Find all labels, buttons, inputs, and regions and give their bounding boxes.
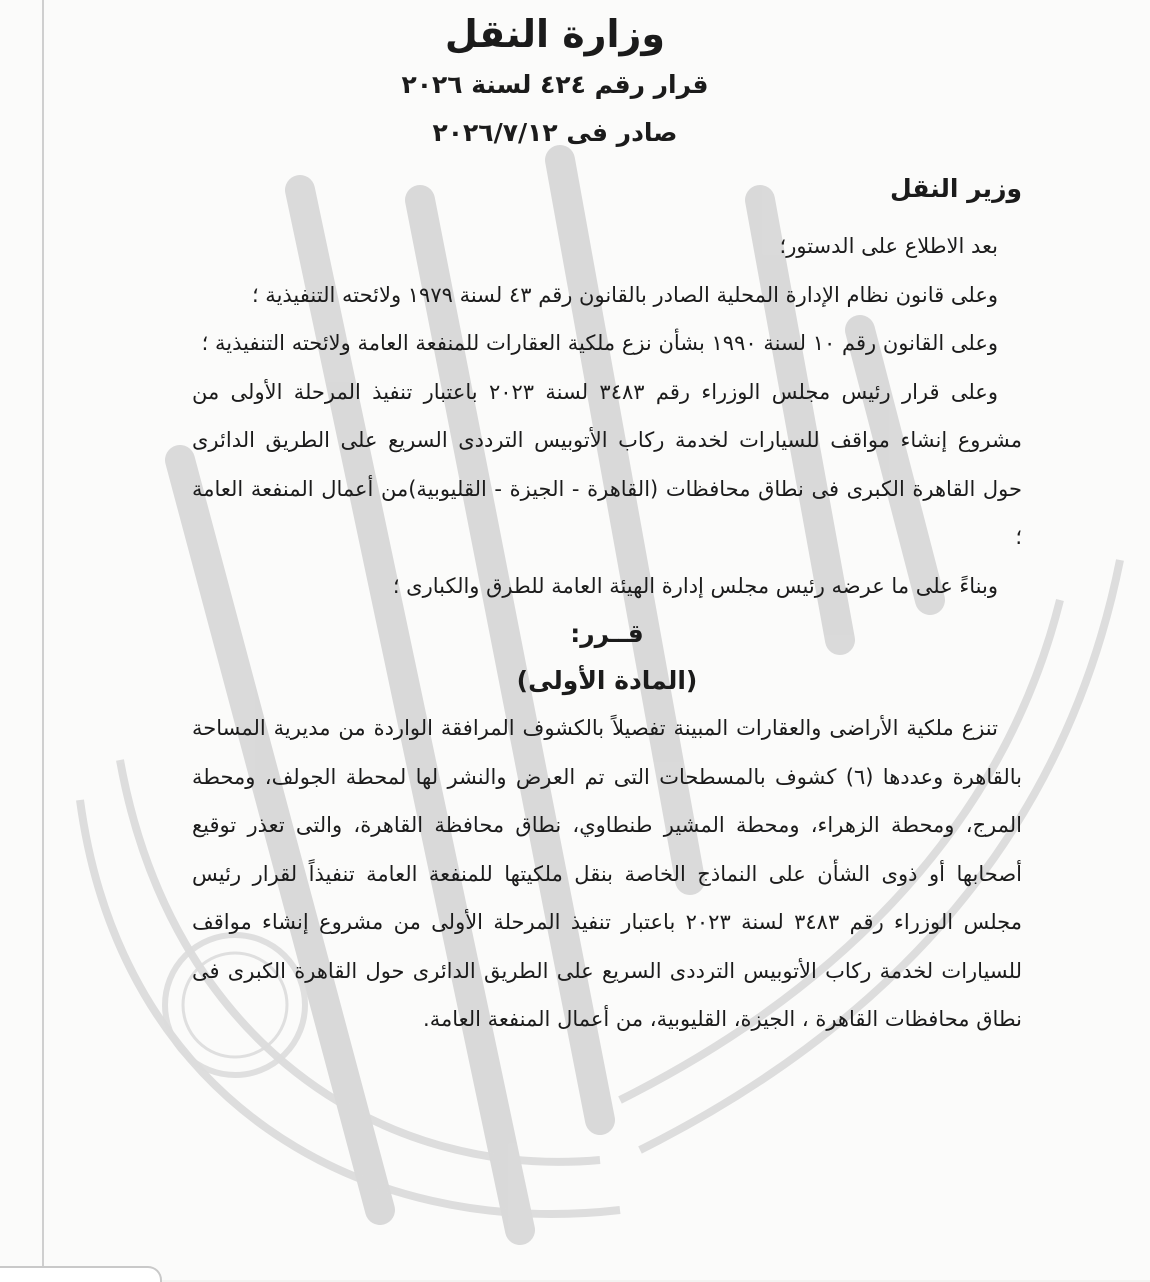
minister-heading: وزير النقل	[889, 174, 1022, 203]
decree-number: قرار رقم ٤٢٤ لسنة ٢٠٢٦	[401, 70, 709, 99]
decree-body	[192, 222, 1022, 1044]
ministry-title: وزارة النقل	[444, 12, 666, 56]
page-margin-rule	[42, 0, 44, 1280]
preamble-paragraph: وعلى قرار رئيس مجلس الوزراء رقم ٣٤٨٣ لسنة ٢٠٢٣ باعتبار تنفيذ المرحلة الأولى من مشروع إنشاء مواقف للسيارات لخدمة ركاب الأتوبيس الترددى السريع على الطريق الدائرى حول القاهرة الكبرى فى نطاق محافظات (القاهرة - الجيزة - القليوبية)من أعمال المنفعة العامة ؛	[192, 379, 1022, 549]
article-text: تنزع ملكية الأراضى والعقارات المبينة تفصيلاً بالكشوف المرافقة الواردة من مديرية المساحة بالقاهرة وعددها (٦) كشوف بالمسطحات التى تم العرض والنشر لها لمحطة الجولف، ومحطة المرج، ومحطة الزهراء، ومحطة المشير طنطاوي، نطاق محافظة القاهرة، والتى تعذر توقيع أصحابها أو ذوى الشأن على النماذج الخاصة بنقل ملكيتها للمنفعة العامة تنفيذاً لقرار رئيس مجلس الوزراء رقم ٣٤٨٣ لسنة ٢٠٢٣ باعتبار تنفيذ المرحلة الأولى من مشروع إنشاء مواقف للسيارات لخدمة ركاب الأتوبيس الترددى السريع على الطريق الدائرى حول القاهرة الكبرى فى نطاق محافظات القاهرة ، الجيزة، القليوبية، من أعمال المنفعة العامة.	[192, 716, 1022, 1031]
preamble-paragraph: بعد الاطلاع على الدستور؛	[779, 234, 998, 258]
preamble-paragraph: وعلى قانون نظام الإدارة المحلية الصادر بالقانون رقم ٤٣ لسنة ١٩٧٩ ولائحته التنفيذية ؛	[251, 282, 998, 307]
preamble-paragraph: وبناءً على ما عرضه رئيس مجلس إدارة الهيئة العامة للطرق والكبارى ؛	[392, 573, 998, 598]
decided-heading: قــرر:	[570, 619, 644, 648]
article-title: (المادة الأولى)	[516, 666, 698, 695]
decree-date: صادر فى ٢٠٢٦/٧/١٢	[432, 118, 678, 147]
preamble-paragraph: وعلى القانون رقم ١٠ لسنة ١٩٩٠ بشأن نزع ملكية العقارات للمنفعة العامة ولائحته التنفيذية ؛	[201, 331, 998, 355]
